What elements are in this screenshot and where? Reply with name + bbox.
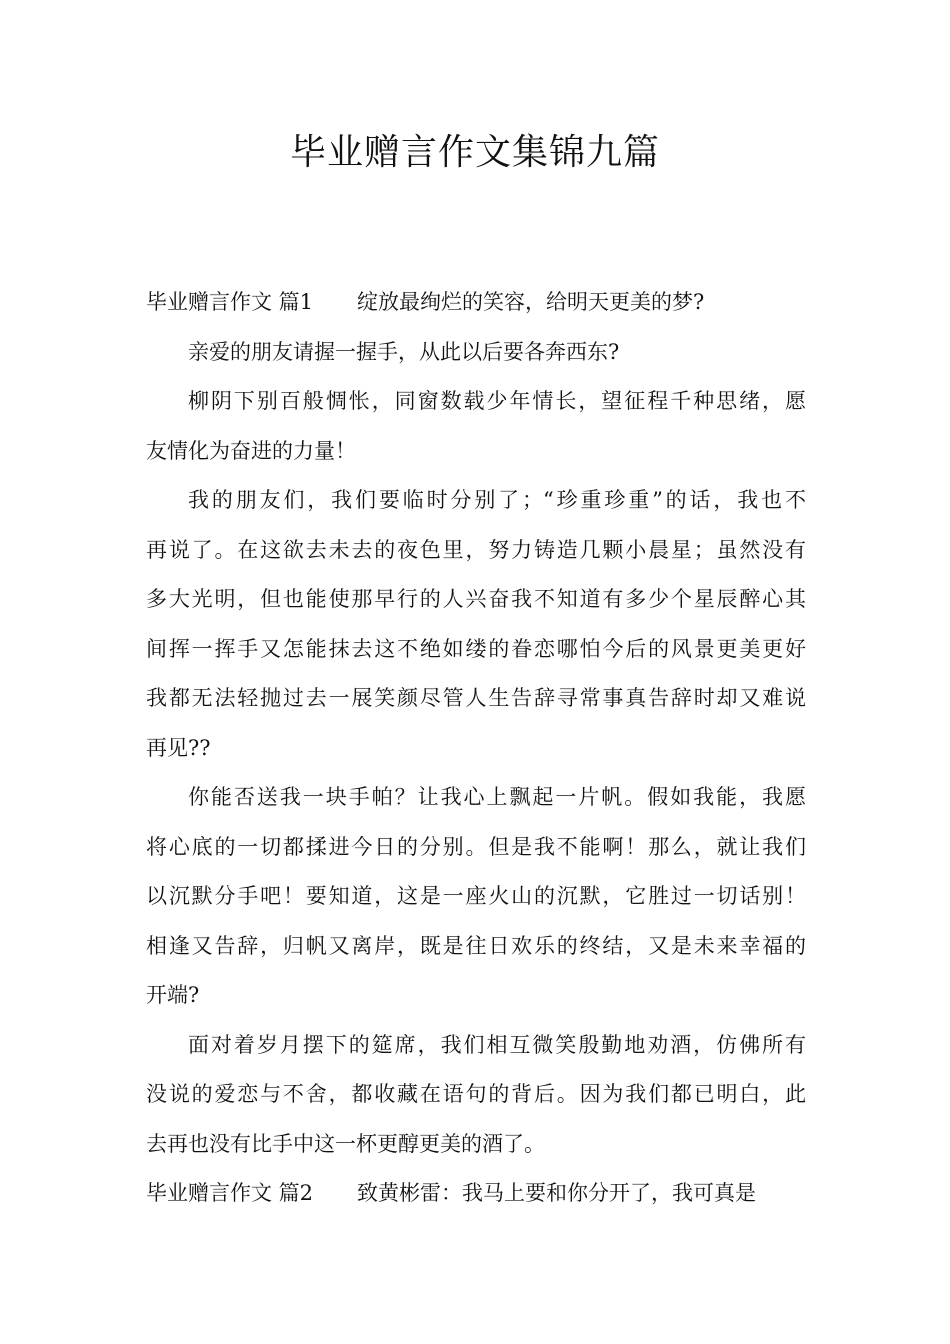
section-heading-line: [146, 1169, 806, 1219]
paragraph-line: 再见??: [146, 735, 211, 760]
paragraph-line: 将心底的一切都揉进今日的分别。但是我不能啊！那么，就让我们: [146, 834, 806, 859]
paragraph-line: 去再也没有比手中这一杯更醇更美的酒了。: [146, 1131, 545, 1156]
paragraph-line: 开端?: [146, 983, 200, 1007]
paragraph-line: 再说了。在这欲去未去的夜色里，努力铸造几颗小晨星；虽然没有: [146, 537, 806, 562]
paragraph-line: 你能否送我一块手帕？让我心上飘起一片帆。假如我能，我愿: [188, 785, 806, 809]
paragraph-line: 多大光明，但也能使那早行的人兴奋我不知道有多少个星辰醉心其: [146, 587, 806, 611]
paragraph-line: 相逢又告辞，归帆又离岸，既是往日欢乐的终结，又是未来幸福的: [146, 933, 806, 958]
paragraph-line: 友情化为奋进的力量！: [146, 438, 356, 463]
section-label: 毕业赠言作文 篇1: [146, 290, 314, 314]
section-label: 毕业赠言作文 篇2: [146, 1181, 314, 1205]
paragraph-line: 面对着岁月摆下的筵席，我们相互微笑殷勤地劝酒，仿佛所有: [188, 1032, 806, 1057]
section-heading-line: [146, 278, 806, 328]
paragraph-line: 间挥一挥手又怎能抹去这不绝如缕的眷恋哪怕今后的风景更美更好: [146, 636, 806, 661]
paragraph-line: 我的朋友们，我们要临时分别了；“珍重珍重”的话，我也不: [188, 488, 806, 512]
paragraph-line: 柳阴下别百般惆怅，同窗数载少年情长，望征程千种思绪，愿: [188, 389, 806, 413]
paragraph-line: 以沉默分手吧！要知道，这是一座火山的沉默，它胜过一切话别！: [146, 884, 806, 908]
document-body: [146, 278, 806, 1219]
paragraph-line: 没说的爱恋与不舍，都收藏在语句的背后。因为我们都已明白，此: [146, 1082, 806, 1106]
paragraph-line: 致黄彬雷：我马上要和你分开了，我可真是: [357, 1181, 757, 1205]
paragraph-line: 绽放最绚烂的笑容，给明天更美的梦?: [357, 290, 705, 314]
document-title: 毕业赠言作文集锦九篇: [289, 132, 660, 173]
paragraph-line: 亲爱的朋友请握一握手，从此以后要各奔西东?: [188, 339, 620, 364]
paragraph-line: 我都无法轻抛过去一展笑颜尽管人生告辞寻常事真告辞时却又难说: [146, 686, 806, 710]
